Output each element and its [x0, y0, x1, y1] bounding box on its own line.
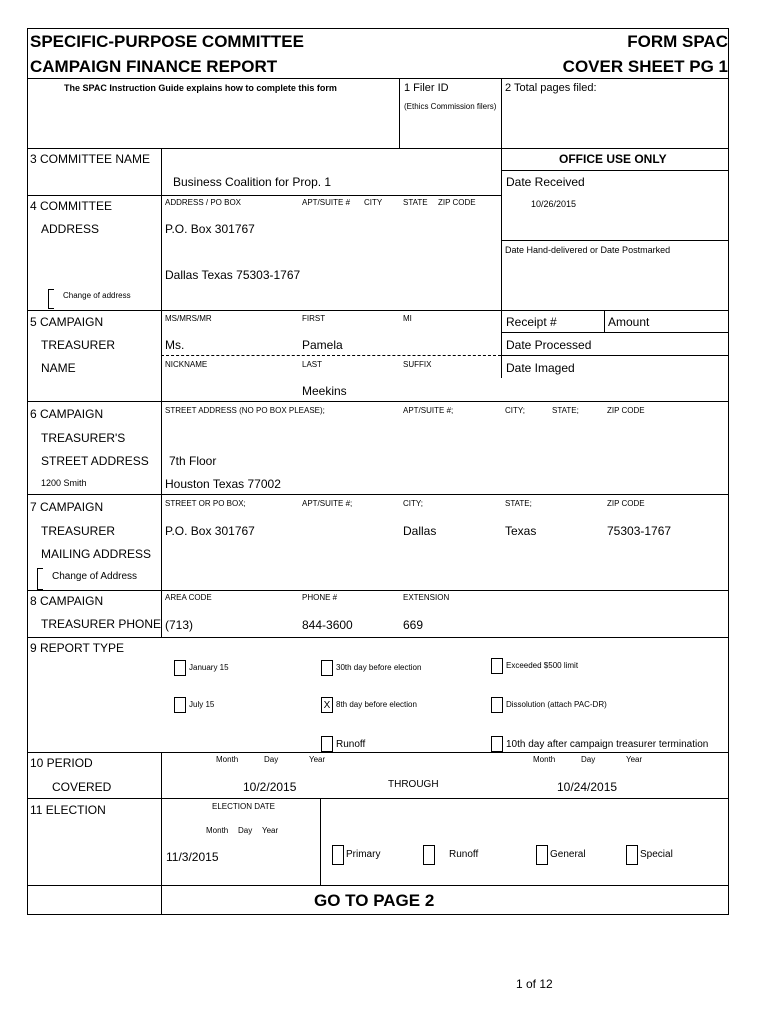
period-from-month: Month — [216, 755, 239, 764]
date-processed-label: Date Processed — [506, 338, 592, 352]
rule — [501, 310, 729, 311]
col-mail-apt: APT/SUITE #; — [302, 499, 353, 508]
election-runoff-checkbox[interactable] — [423, 845, 435, 865]
rule — [501, 240, 729, 241]
street-label-2: TREASURER'S — [41, 431, 126, 445]
general-label: General — [550, 849, 586, 860]
frame-bottom — [27, 914, 729, 915]
rule — [501, 148, 502, 378]
col-area: AREA CODE — [165, 593, 212, 602]
election-year: Year — [262, 826, 279, 835]
col-street-zip: ZIP CODE — [607, 406, 645, 415]
election-date-value: 11/3/2015 — [166, 850, 219, 864]
day10-label: 10th day after campaign treasurer termination — [506, 739, 709, 750]
jul15-checkbox[interactable] — [174, 697, 186, 713]
committee-address-label-2: ADDRESS — [41, 222, 100, 236]
rule — [604, 310, 605, 332]
general-checkbox[interactable] — [536, 845, 548, 865]
col-mi: MI — [403, 314, 412, 323]
runoff-checkbox[interactable] — [321, 736, 333, 752]
col-mail-city: CITY; — [403, 499, 423, 508]
hand-delivered-label: Date Hand-delivered or Date Postmarked — [505, 245, 671, 255]
treasurer-last-value: Meekins — [302, 384, 347, 398]
dissolution-checkbox[interactable] — [491, 697, 503, 713]
mail-city-value: Dallas — [403, 524, 437, 538]
rule — [27, 78, 729, 79]
rule — [161, 148, 162, 638]
primary-checkbox[interactable] — [332, 845, 344, 865]
jan15-label: January 15 — [189, 663, 229, 672]
street-label-3: STREET ADDRESS — [41, 454, 149, 468]
day30-label: 30th day before election — [336, 663, 422, 672]
period-label: 10 PERIOD — [30, 756, 93, 770]
rule — [27, 590, 729, 591]
street-city-state-zip: Houston Texas 77002 — [165, 477, 281, 491]
rule — [501, 355, 729, 356]
through-label: THROUGH — [388, 779, 439, 790]
treasurer-name-label-2: TREASURER — [41, 338, 116, 352]
col-state: STATE — [403, 198, 428, 207]
col-street-state: STATE; — [552, 406, 579, 415]
filer-id-note: (Ethics Commission filers) — [404, 102, 497, 111]
exceeded-label: Exceeded $500 limit — [506, 661, 579, 670]
col-mail-state: STATE; — [505, 499, 532, 508]
col-apt: APT/SUITE # — [302, 198, 351, 207]
form-title-line-2: CAMPAIGN FINANCE REPORT — [30, 57, 278, 76]
date-received-value: 10/26/2015 — [531, 199, 577, 209]
phone-label-2: TREASURER PHONE — [41, 617, 162, 631]
mail-change-address-checkbox[interactable] — [37, 568, 43, 590]
col-nickname: NICKNAME — [165, 360, 208, 369]
frame-left — [27, 28, 28, 915]
col-street-apt: APT/SUITE #; — [403, 406, 454, 415]
rule — [320, 798, 321, 885]
rule — [27, 752, 729, 753]
col-mail-street: STREET OR PO BOX; — [165, 499, 246, 508]
rule — [27, 798, 729, 799]
form-id: FORM SPAC — [627, 32, 728, 51]
jan15-checkbox[interactable] — [174, 660, 186, 676]
period-to-day: Day — [581, 755, 596, 764]
day10-checkbox[interactable] — [491, 736, 503, 752]
committee-address-line-2: Dallas Texas 75303-1767 — [165, 268, 301, 282]
phone-value: 844-3600 — [302, 618, 353, 632]
primary-label: Primary — [346, 849, 381, 860]
election-label: 11 ELECTION — [30, 803, 106, 817]
rule — [501, 78, 502, 148]
rule — [161, 752, 162, 914]
exceeded-checkbox[interactable] — [491, 658, 503, 674]
change-address-checkbox[interactable] — [48, 289, 54, 309]
col-first: FIRST — [302, 314, 326, 323]
rule — [27, 401, 729, 402]
rule — [501, 332, 729, 333]
rule — [501, 170, 729, 171]
col-zip: ZIP CODE — [438, 198, 476, 207]
col-street-city: CITY; — [505, 406, 525, 415]
mail-street-value: P.O. Box 301767 — [165, 524, 255, 538]
col-last: LAST — [302, 360, 323, 369]
frame-right — [728, 28, 729, 915]
change-address-label: Change of address — [63, 291, 131, 300]
page-number: 1 of 12 — [516, 977, 553, 991]
col-phone: PHONE # — [302, 593, 338, 602]
committee-name-value: Business Coalition for Prop. 1 — [173, 175, 332, 189]
col-title: MS/MRS/MR — [165, 314, 212, 323]
day30-checkbox[interactable] — [321, 660, 333, 676]
amount-label: Amount — [608, 315, 650, 329]
report-type-label: 9 REPORT TYPE — [30, 641, 125, 655]
mail-change-address-label: Change of Address — [52, 571, 138, 582]
treasurer-name-label: 5 CAMPAIGN — [30, 315, 104, 329]
street-label: 6 CAMPAIGN — [30, 407, 104, 421]
go-to-page-2: GO TO PAGE 2 — [314, 891, 435, 910]
date-received-label: Date Received — [506, 175, 585, 189]
period-to-year: Year — [626, 755, 643, 764]
committee-address-line-1: P.O. Box 301767 — [165, 222, 255, 236]
period-from-day: Day — [264, 755, 279, 764]
form-title-line-1: SPECIFIC-PURPOSE COMMITTEE — [30, 32, 304, 51]
rule — [27, 494, 729, 495]
treasurer-title-value: Ms. — [165, 338, 185, 352]
col-suffix: SUFFIX — [403, 360, 432, 369]
total-pages-label: 2 Total pages filed: — [505, 82, 597, 94]
form-page-title: COVER SHEET PG 1 — [562, 57, 728, 76]
col-ext: EXTENSION — [403, 593, 450, 602]
instruction-text: The SPAC Instruction Guide explains how to complete this form — [64, 83, 337, 93]
period-to-month: Month — [533, 755, 556, 764]
street-apt-value: 7th Floor — [169, 454, 217, 468]
committee-address-label: 4 COMMITTEE — [30, 199, 113, 213]
rule — [27, 195, 501, 196]
election-month: Month — [206, 826, 229, 835]
committee-name-label: 3 COMMITTEE NAME — [30, 152, 151, 166]
frame-top — [27, 28, 729, 29]
period-from-year: Year — [309, 755, 326, 764]
day8-checkbox[interactable]: X — [321, 697, 333, 713]
runoff-label: Runoff — [336, 739, 366, 750]
mailing-label: 7 CAMPAIGN — [30, 500, 104, 514]
filer-id-label: 1 Filer ID — [404, 82, 449, 94]
election-date-label: ELECTION DATE — [212, 802, 275, 811]
rule — [399, 78, 400, 148]
rule — [27, 148, 729, 149]
street-value: 1200 Smith — [41, 478, 87, 488]
period-label-2: COVERED — [52, 780, 112, 794]
date-imaged-label: Date Imaged — [506, 361, 575, 375]
mailing-label-3: MAILING ADDRESS — [41, 547, 152, 561]
election-runoff-label: Runoff — [449, 849, 479, 860]
dissolution-label: Dissolution (attach PAC-DR) — [506, 700, 607, 709]
treasurer-first-value: Pamela — [302, 338, 343, 352]
rule — [27, 885, 729, 886]
phone-label: 8 CAMPAIGN — [30, 594, 104, 608]
mail-state-value: Texas — [505, 524, 537, 538]
special-label: Special — [640, 849, 673, 860]
period-to-value: 10/24/2015 — [557, 780, 618, 794]
election-day: Day — [238, 826, 253, 835]
mailing-label-2: TREASURER — [41, 524, 116, 538]
period-from-value: 10/2/2015 — [243, 780, 297, 794]
day8-label: 8th day before election — [336, 700, 417, 709]
receipt-label: Receipt # — [506, 315, 557, 329]
office-use-title: OFFICE USE ONLY — [559, 152, 667, 166]
col-city: CITY — [364, 198, 383, 207]
mail-zip-value: 75303-1767 — [607, 524, 672, 538]
special-checkbox[interactable] — [626, 845, 638, 865]
rule — [161, 355, 501, 356]
treasurer-name-label-3: NAME — [41, 361, 76, 375]
col-mail-zip: ZIP CODE — [607, 499, 645, 508]
col-street: STREET ADDRESS (NO PO BOX PLEASE); — [165, 406, 325, 415]
extension-value: 669 — [403, 618, 424, 632]
col-address: ADDRESS / PO BOX — [165, 198, 242, 207]
rule — [27, 310, 501, 311]
area-code-value: (713) — [165, 618, 194, 632]
rule — [27, 637, 729, 638]
jul15-label: July 15 — [189, 700, 215, 709]
